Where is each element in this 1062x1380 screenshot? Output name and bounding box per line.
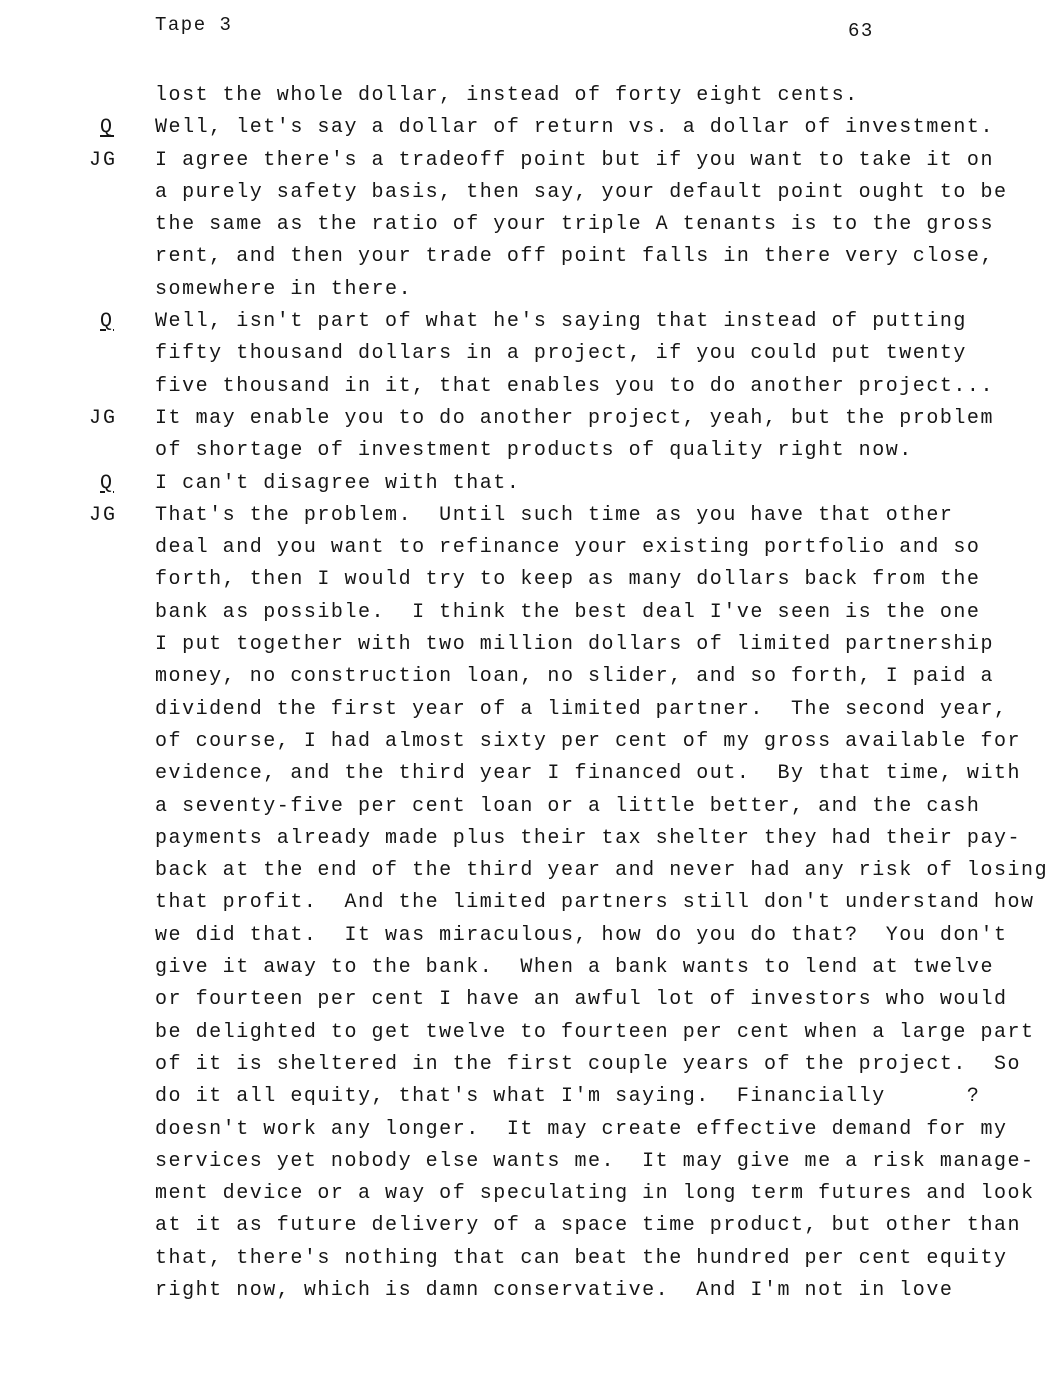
transcript-line: [0, 468, 1062, 500]
transcript-line-text: back at the end of the third year and never had any risk of losing: [155, 859, 1049, 883]
transcript-line-text: That's the problem. Until such time as you have that other: [155, 503, 954, 527]
transcript-line: [0, 177, 1062, 209]
transcript-line-text: at it as future delivery of a space time product, but other than: [155, 1214, 1022, 1238]
transcript-line: [0, 1081, 1062, 1113]
transcript-line: [0, 661, 1062, 693]
transcript-line: [0, 1243, 1062, 1275]
transcript-line: [0, 500, 1062, 532]
transcript-line-text: do it all equity, that's what I'm saying. Financially ?: [155, 1085, 981, 1109]
transcript-line: [0, 758, 1062, 790]
transcript-line-text: forth, then I would try to keep as many dollars back from the: [155, 568, 981, 592]
transcript-line-text: of shortage of investment products of quality right now.: [155, 439, 913, 463]
transcript-line-text: that, there's nothing that can beat the hundred per cent equity: [155, 1246, 1008, 1270]
transcript-line: [0, 532, 1062, 564]
transcript-line: [0, 112, 1062, 144]
transcript-line: [0, 629, 1062, 661]
transcript-line-text: fifty thousand dollars in a project, if you could put twenty: [155, 342, 967, 366]
transcript-line-text: of course, I had almost sixty per cent of my gross available for: [155, 729, 1022, 753]
transcript-line: [0, 1049, 1062, 1081]
transcript-line-text: right now, which is damn conservative. And I'm not in love: [155, 1278, 954, 1302]
transcript-line: [0, 338, 1062, 370]
transcript-line: [0, 791, 1062, 823]
transcript-line: [0, 694, 1062, 726]
transcript-line: [0, 209, 1062, 241]
speaker-label-respondent: JG: [89, 148, 118, 172]
transcript-line: [0, 145, 1062, 177]
transcript-line-text: payments already made plus their tax shelter they had their pay-: [155, 826, 1022, 850]
transcript-line: [0, 403, 1062, 435]
transcript-line: [0, 371, 1062, 403]
transcript-line-text: Well, let's say a dollar of return vs. a dollar of investment.: [155, 116, 994, 140]
transcript-line-text: lost the whole dollar, instead of forty eight cents.: [155, 84, 859, 107]
transcript-line: [0, 726, 1062, 758]
transcript-line-text: It may enable you to do another project, yeah, but the problem: [155, 406, 994, 430]
transcript-line-text: five thousand in it, that enables you to do another project...: [155, 374, 994, 398]
transcript-line: [0, 952, 1062, 984]
transcript-line-text: ment device or a way of speculating in long term futures and look: [155, 1182, 1035, 1206]
transcript-line-text: deal and you want to refinance your existing portfolio and so: [155, 536, 981, 560]
transcript-line: [0, 435, 1062, 467]
transcript-line: [0, 1114, 1062, 1146]
transcript-line-text: rent, and then your trade off point falls in there very close,: [155, 245, 994, 269]
page-number: 63: [848, 20, 874, 42]
transcript-line: [0, 1146, 1062, 1178]
speaker-label-interviewer: Q: [100, 471, 115, 495]
transcript-line: [0, 1178, 1062, 1210]
transcript-line-text: of it is sheltered in the first couple years of the project. So: [155, 1052, 1022, 1076]
speaker-label-interviewer: Q: [100, 310, 115, 334]
speaker-label-interviewer: Q: [100, 116, 115, 140]
transcript-line-text: a seventy-five per cent loan or a little better, and the cash: [155, 794, 981, 818]
transcript-line-text: evidence, and the third year I financed out. By that time, with: [155, 762, 1022, 786]
transcript-line: [0, 855, 1062, 887]
transcript-line: [0, 274, 1062, 306]
transcript-line-text: give it away to the bank. When a bank wants to lend at twelve: [155, 956, 994, 980]
transcript-body: [0, 80, 1062, 1307]
transcript-line: [0, 984, 1062, 1016]
transcript-line-text: I put together with two million dollars of limited partnership: [155, 633, 994, 657]
transcript-line-text: be delighted to get twelve to fourteen per cent when a large part: [155, 1020, 1035, 1044]
transcript-line-text: bank as possible. I think the best deal I've seen is the one: [155, 600, 981, 624]
transcript-line-text: a purely safety basis, then say, your default point ought to be: [155, 180, 1008, 204]
transcript-line-text: or fourteen per cent I have an awful lot of investors who would: [155, 988, 1008, 1012]
transcript-line: [0, 823, 1062, 855]
transcript-line: [0, 597, 1062, 629]
transcript-line: [0, 1275, 1062, 1307]
transcript-line-text: doesn't work any longer. It may create effective demand for my: [155, 1117, 1008, 1141]
speaker-label-respondent: JG: [89, 503, 118, 527]
transcript-line: [0, 80, 1062, 112]
transcript-line: [0, 887, 1062, 919]
transcript-line-text: that profit. And the limited partners still don't understand how: [155, 891, 1035, 915]
transcript-line: [0, 920, 1062, 952]
transcript-line-text: money, no construction loan, no slider, and so forth, I paid a: [155, 665, 994, 689]
transcript-line-text: I can't disagree with that.: [155, 471, 521, 495]
transcript-line-text: somewhere in there.: [155, 277, 413, 301]
transcript-line-text: services yet nobody else wants me. It may give me a risk manage-: [155, 1149, 1035, 1173]
transcript-line: [0, 1017, 1062, 1049]
transcript-line-text: Well, isn't part of what he's saying that instead of putting: [155, 310, 967, 334]
speaker-label-respondent: JG: [89, 406, 118, 430]
transcript-line: [0, 1210, 1062, 1242]
transcript-line-text: I agree there's a tradeoff point but if you want to take it on: [155, 148, 994, 172]
transcript-line-text: dividend the first year of a limited partner. The second year,: [155, 697, 1008, 721]
transcript-line-text: we did that. It was miraculous, how do you do that? You don't: [155, 923, 1008, 947]
transcript-line: [0, 306, 1062, 338]
tape-label: Tape 3: [155, 14, 233, 36]
transcript-line: [0, 241, 1062, 273]
transcript-line: [0, 564, 1062, 596]
transcript-line-text: the same as the ratio of your triple A tenants is to the gross: [155, 213, 994, 237]
